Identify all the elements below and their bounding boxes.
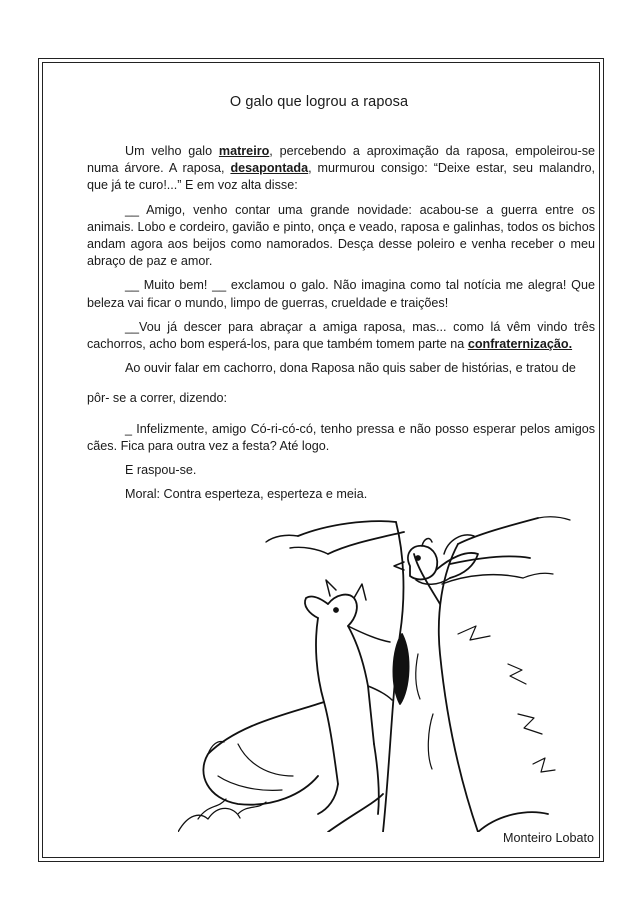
paragraph-4: __Vou já descer para abraçar a amiga raposa, mas... como lá vêm vindo três cachorros, acho bom esperá-los, para que também tomem parte na confraternização.	[87, 319, 595, 352]
paragraph-8: E raspou-se.	[125, 463, 197, 478]
word-desapontada: desapontada	[230, 161, 309, 176]
paragraph-7: _ Infelizmente, amigo Có-ri-có-có, tenho pressa e não posso esperar pelos amigos cães. Fica para outra vez a festa? Até logo.	[87, 421, 595, 453]
paragraph-5: Ao ouvir falar em cachorro, dona Raposa não quis saber de histórias, e tratou de	[125, 361, 576, 376]
story-text	[87, 143, 595, 510]
paragraph-3: __ Muito bem! __ exclamou o galo. Não imagina como tal notícia me alegra! Que beleza vai ficar o mundo, limpo de guerras, crueldade e traições!	[87, 278, 595, 310]
word-confraternizacao: confraternização.	[467, 337, 573, 352]
fox-and-rooster-illustration	[178, 514, 598, 832]
story-title: O galo que logrou a raposa	[229, 94, 409, 110]
paragraph-2: __ Amigo, venho contar uma grande novidade: acabou-se a guerra entre os animais. Lobo e cordeiro, gavião e pinto, onça e veado, raposa e galinhas, todos os bichos andam agora aos beijos como namorados. Desça desse poleiro e venha receber o meu abraço de paz e amor.	[87, 202, 595, 269]
author-name: Monteiro Lobato	[502, 831, 594, 845]
word-matreiro: matreiro	[218, 144, 270, 158]
paragraph-moral: Moral: Contra esperteza, esperteza e meia.	[125, 487, 368, 502]
paragraph-6: pôr- se a correr, dizendo:	[87, 391, 228, 406]
paragraph-1: Um velho galo matreiro, percebendo a aproximação da raposa, empoleirou-se numa árvore. A raposa, desapontada, murmurou consigo: “Deixe estar, seu malandro, que já te curo!...” E em voz alta disse:	[87, 144, 596, 193]
